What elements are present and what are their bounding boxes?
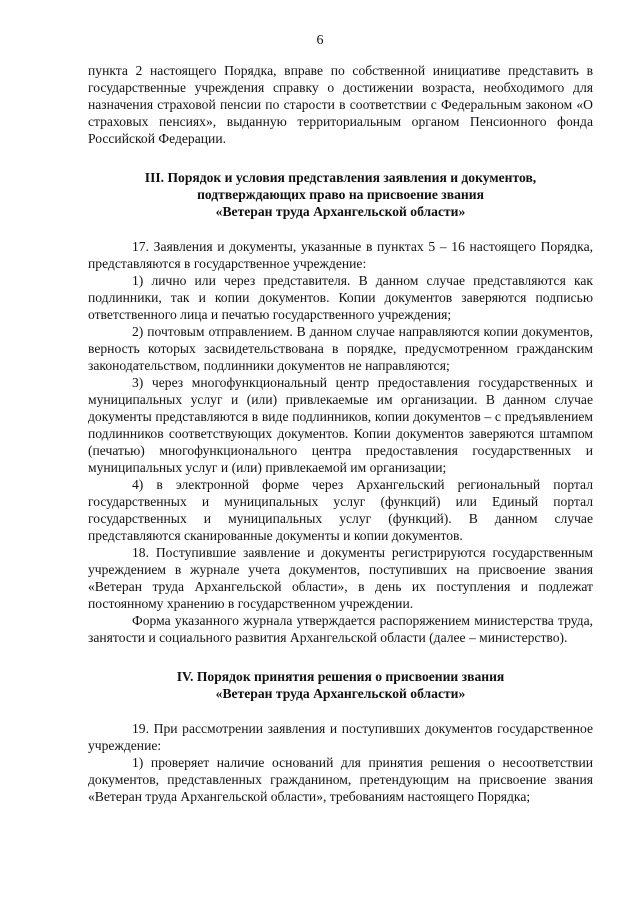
section-4-heading [88, 668, 593, 702]
document-body [88, 62, 593, 805]
paragraph-17: 17. Заявления и документы, указанные в пунктах 5 – 16 настоящего Порядка, представляются в государственное учреждение: [88, 239, 593, 271]
paragraph-17-item-3: 3) через многофункциональный центр предоставления государственных и муниципальных услуг и (или) привлекаемые им организации. В данном случае документы представляются в виде подлинников, копии документов – с предъявлением подлинников соответствующих документов. Копии документов заверяются штампом (печатью) многофункционального центра предоставления государственных и муниципальных услуг и (или) привлекаемой им организации; [88, 375, 593, 475]
section-4-heading-line: «Ветеран труда Архангельской области» [215, 686, 466, 701]
section-3-heading-line: подтверждающих право на присвоение звания [197, 187, 484, 202]
paragraph-17-item-1: 1) лично или через представителя. В данном случае представляются как подлинники, так и копии документов. Копии документов заверяются подписью ответственного лица и печатью государственного учреждения; [88, 273, 593, 322]
page-number: 6 [316, 33, 324, 48]
section-3-heading [88, 169, 593, 220]
intro-paragraph: пункта 2 настоящего Порядка, вправе по собственной инициативе представить в государственные учреждения справку о достижении возраста, необходимого для назначения страховой пенсии по старости в соответствии с Федеральным законом «О страховых пенсиях», выданную территориальным органом Пенсионного фонда Российской Федерации. [88, 63, 593, 146]
paragraph-18: 18. Поступившие заявление и документы регистрируются государственным учреждением в журнале учета документов, поступивших на присвоение звания «Ветеран труда Архангельской области», в день их поступления и подлежат постоянному хранению в государственном учреждении. [88, 545, 593, 611]
paragraph-19-item-1: 1) проверяет наличие оснований для принятия решения о несоответствии документов, представленных гражданином, претендующим на присвоение звания «Ветеран труда Архангельской области», требованиям настоящего Порядка; [88, 755, 593, 804]
section-3-heading-line: III. Порядок и условия представления заявления и документов, [144, 170, 537, 185]
paragraph-17-item-4: 4) в электронной форме через Архангельский региональный портал государственных и муниципальных услуг (функций) или Единый портал государственных и муниципальных услуг (функций). В данном случае представляются сканированные документы и копии документов. [88, 477, 593, 543]
paragraph-17-item-2: 2) почтовым отправлением. В данном случае направляются копии документов, верность которых засвидетельствована в порядке, предусмотренном гражданским законодательством, подлинники документов не направляются; [88, 324, 593, 373]
paragraph-19: 19. При рассмотрении заявления и поступивших документов государственное учреждение: [88, 721, 593, 753]
section-4-heading-line: IV. Порядок принятия решения о присвоении звания [176, 669, 505, 684]
paragraph-18-journal: Форма указанного журнала утверждается распоряжением министерства труда, занятости и социального развития Архангельской области (далее – министерство). [88, 613, 593, 645]
section-3-heading-line: «Ветеран труда Архангельской области» [215, 204, 466, 219]
